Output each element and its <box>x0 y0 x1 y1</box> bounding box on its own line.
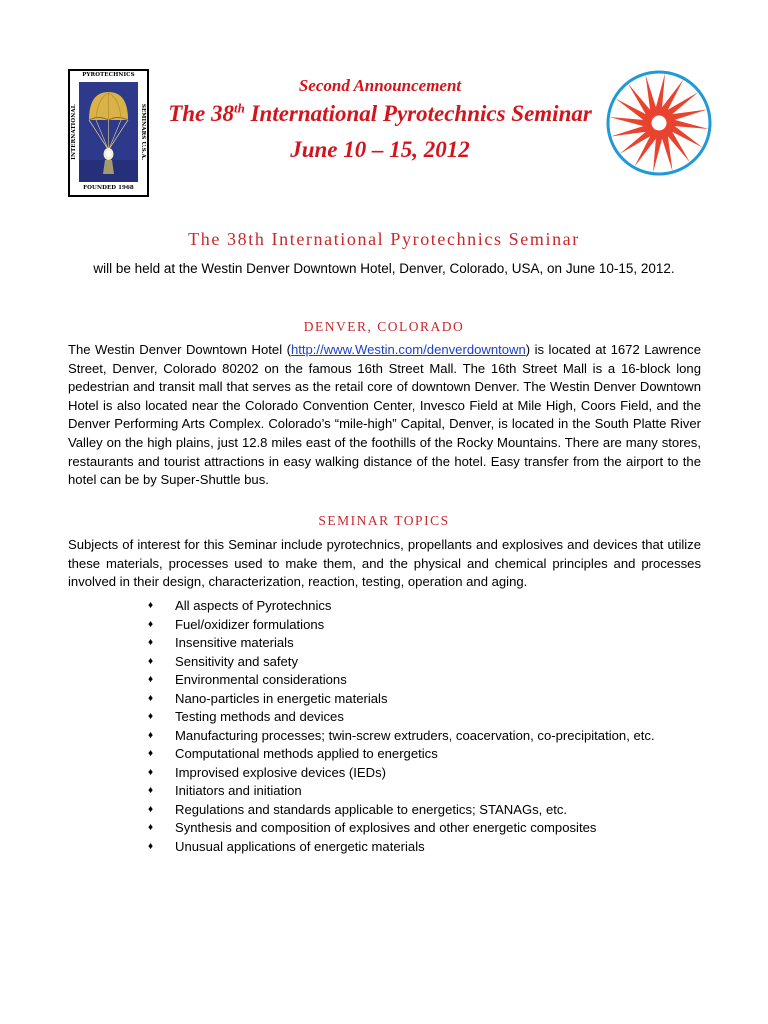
diamond-bullet-icon: ♦ <box>148 729 154 741</box>
topic-label: Regulations and standards applicable to energetics; STANAGs, etc. <box>175 801 568 817</box>
diamond-bullet-icon: ♦ <box>148 766 154 778</box>
list-item <box>148 727 655 746</box>
topic-label: Improvised explosive devices (IEDs) <box>175 764 387 780</box>
denver-text-lead: The Westin Denver Downtown Hotel ( <box>68 342 291 357</box>
hotel-website-link[interactable]: http://www.Westin.com/denverdowntown <box>290 342 526 357</box>
list-item <box>148 690 655 709</box>
list-item <box>148 634 655 653</box>
seal-right-text: SEMINARS U.S.A. <box>140 103 146 161</box>
topic-label: Computational methods applied to energetics <box>175 746 438 761</box>
star-burst-icon <box>603 67 715 179</box>
seal-left-text: INTERNATIONAL <box>71 104 77 160</box>
diamond-bullet-icon: ♦ <box>148 655 154 667</box>
header-title-suffix: International Pyrotechnics Seminar <box>244 101 592 126</box>
topic-label: Nano-particles in energetic materials <box>175 690 388 706</box>
diamond-bullet-icon: ♦ <box>148 692 154 704</box>
list-item <box>148 819 655 838</box>
diamond-bullet-icon: ♦ <box>148 803 154 815</box>
diamond-bullet-icon: ♦ <box>148 822 154 833</box>
header-title-prefix: The 38 <box>168 101 234 126</box>
topic-label: Environmental considerations <box>175 672 347 687</box>
list-item <box>148 745 655 764</box>
diamond-bullet-icon: ♦ <box>148 674 154 685</box>
list-item <box>148 782 655 801</box>
denver-paragraph <box>68 341 701 490</box>
topics-intro: Subjects of interest for this Seminar include pyrotechnics, propellants and explosives and devices that utilize these materials, processes used to make them, and the physical and chemical principles and processes involved in their design, characterization, reaction, testing, operation and aging. <box>68 537 701 590</box>
topics-heading: SEMINAR TOPICS <box>318 513 450 528</box>
list-item <box>148 708 655 727</box>
topic-label: Insensitive materials <box>175 635 294 650</box>
list-item <box>148 801 655 820</box>
denver-text-body: ) is located at 1672 Lawrence Street, Denver, Colorado 80202 on the famous 16th Street Mall. The 16th Street Mall is a 16-block long pedestrian and transit mall that serves as the retail core of downtown Denver. The Westin Denver Downtown Hotel is also located near the Colorado Convention Center, Invesco Field at Mile High, Coors Field, and the Denver Performing Arts Complex. Colorado’s “mile-high” Capital, Denver, is located in the South Platte River Valley on the high plains, just 12.8 miles east of the foothills of the Rocky Mountains. There are many stores, restaurants and tourist attractions in easy walking distance of the hotel. Easy transfer from the airport to the hotel can be by Super-Shuttle bus. <box>68 342 701 488</box>
diamond-bullet-icon: ♦ <box>148 637 154 648</box>
diamond-bullet-icon: ♦ <box>148 618 154 630</box>
topic-label: Fuel/oxidizer formulations <box>175 616 325 632</box>
list-item <box>148 653 655 672</box>
diamond-bullet-icon: ♦ <box>148 840 154 852</box>
list-item <box>148 616 655 635</box>
list-item <box>148 838 655 857</box>
diamond-bullet-icon: ♦ <box>148 748 154 759</box>
topic-label: Initiators and initiation <box>175 783 302 798</box>
topic-label: Unusual applications of energetic materials <box>175 838 425 854</box>
topics-list <box>148 597 655 856</box>
header-dates: June 10 – 15, 2012 <box>290 137 470 162</box>
topic-label: Sensitivity and safety <box>175 653 298 669</box>
list-item <box>148 671 655 690</box>
diamond-bullet-icon: ♦ <box>148 711 154 722</box>
topic-label: All aspects of Pyrotechnics <box>175 598 332 613</box>
header-title-ordinal: th <box>234 100 245 116</box>
list-item <box>148 597 655 616</box>
denver-heading: DENVER, COLORADO <box>303 319 465 334</box>
seminar-seal-logo <box>68 69 149 197</box>
intro-text: will be held at the Westin Denver Downtown Hotel, Denver, Colorado, USA, on June 10-15, 2012. <box>93 261 675 276</box>
diamond-bullet-icon: ♦ <box>148 600 154 611</box>
seal-top-text: PYROTECHNICS <box>82 72 135 78</box>
topic-label: Synthesis and composition of explosives and other energetic composites <box>175 820 597 835</box>
diamond-bullet-icon: ♦ <box>148 785 154 796</box>
header-title <box>160 101 600 127</box>
topic-label: Testing methods and devices <box>175 709 344 724</box>
announcement-label: Second Announcement <box>298 76 462 95</box>
parachute-flare-icon <box>79 82 138 182</box>
seal-bottom-text: FOUNDED 1968 <box>83 185 134 191</box>
list-item <box>148 764 655 783</box>
main-title: The 38th International Pyrotechnics Seminar <box>188 229 580 249</box>
topic-label: Manufacturing processes; twin-screw extruders, coacervation, co-precipitation, etc. <box>175 727 655 743</box>
